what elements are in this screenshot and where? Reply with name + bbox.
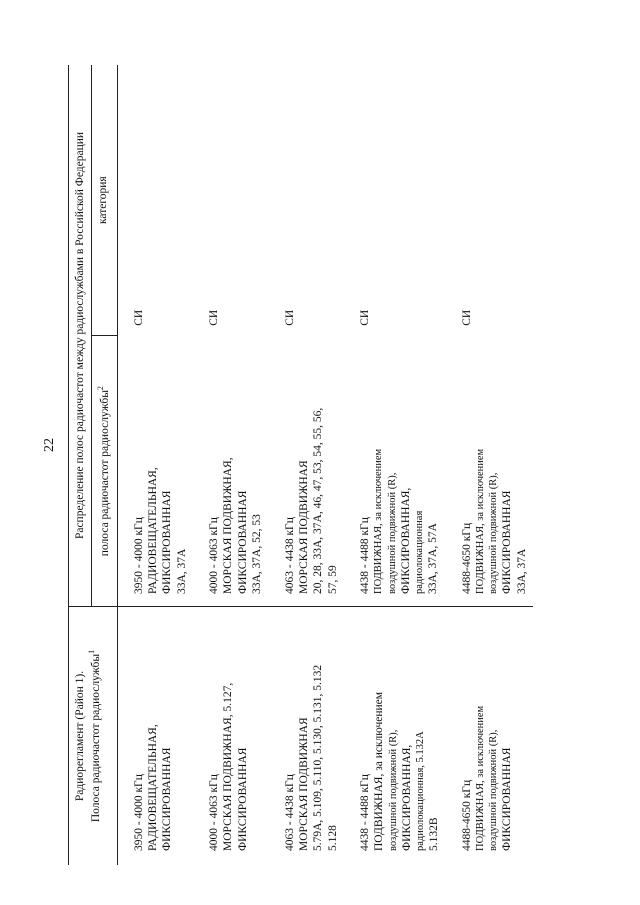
left-header-title: Радиорегламент (Район 1). <box>74 670 86 802</box>
left-header-subtitle: Полоса радиочастот радиослужбы$^1$ <box>87 649 103 823</box>
band-cell: 4488-4650 кГц ПОДВИЖНАЯ, за исключением воздушной подвижной (R), ФИКСИРОВАННАЯ 33А, 37А <box>460 448 528 594</box>
table-row <box>344 65 446 865</box>
band-cell: 3950 - 4000 кГц РАДИОВЕЩАТЕЛЬНАЯ, ФИКСИРОВАННАЯ 33А, 37А <box>132 467 188 594</box>
allocation-table-sheet <box>68 65 528 865</box>
left-cell: 3950 - 4000 кГц РАДИОВЕЩАТЕЛЬНАЯ, ФИКСИРОВАННАЯ <box>117 607 193 866</box>
left-cell: 4438 - 4488 кГц ПОДВИЖНАЯ, за исключением воздушной подвижной (R), ФИКСИРОВАННАЯ, радиолокационная, 5.132А 5.132В <box>344 607 446 866</box>
category-cell: СИ <box>283 309 296 326</box>
table-row <box>269 65 345 865</box>
category-cell: СИ <box>460 309 473 326</box>
left-cell: 4488-4650 кГц ПОДВИЖНАЯ, за исключением воздушной подвижной (R), ФИКСИРОВАННАЯ <box>446 607 533 866</box>
right-column-header: Распределение полос радиочастот между радиослужбами в Российской Федерации <box>69 65 92 607</box>
left-cell: 4000 - 4063 кГц МОРСКАЯ ПОДВИЖНАЯ, 5.127, ФИКСИРОВАННАЯ <box>193 607 269 866</box>
band-cell: 4438 - 4488 кГц ПОДВИЖНАЯ, за исключением воздушной подвижной (R), ФИКСИРОВАННАЯ, радиолокационная 33А, 37А, 57А <box>359 448 440 594</box>
category-column-header: категория <box>92 65 117 336</box>
category-cell: СИ <box>208 309 221 326</box>
table-header-row <box>69 65 92 865</box>
table-row <box>193 65 269 865</box>
page-number: 22 <box>42 438 57 452</box>
band-column-header: полоса радиочастот радиослужбы$^2$ <box>92 336 117 607</box>
table-row <box>446 65 533 865</box>
allocation-table <box>68 65 533 865</box>
left-cell: 4063 - 4438 кГц МОРСКАЯ ПОДВИЖНАЯ 5.79А, 5.109, 5.110, 5.130, 5.131, 5.132 5.128 <box>269 607 345 866</box>
band-cell: 4000 - 4063 кГц МОРСКАЯ ПОДВИЖНАЯ, ФИКСИРОВАННАЯ 33А, 37А, 52, 53 <box>208 457 264 594</box>
category-cell: СИ <box>132 309 145 326</box>
category-cell: СИ <box>359 309 372 326</box>
table-row <box>117 65 193 865</box>
band-cell: 4063 - 4438 кГц МОРСКАЯ ПОДВИЖНАЯ 20, 28, 33А, 37А, 46, 47, 53, 54, 55, 56, 57, 59 <box>283 407 339 594</box>
left-column-header <box>69 607 118 866</box>
